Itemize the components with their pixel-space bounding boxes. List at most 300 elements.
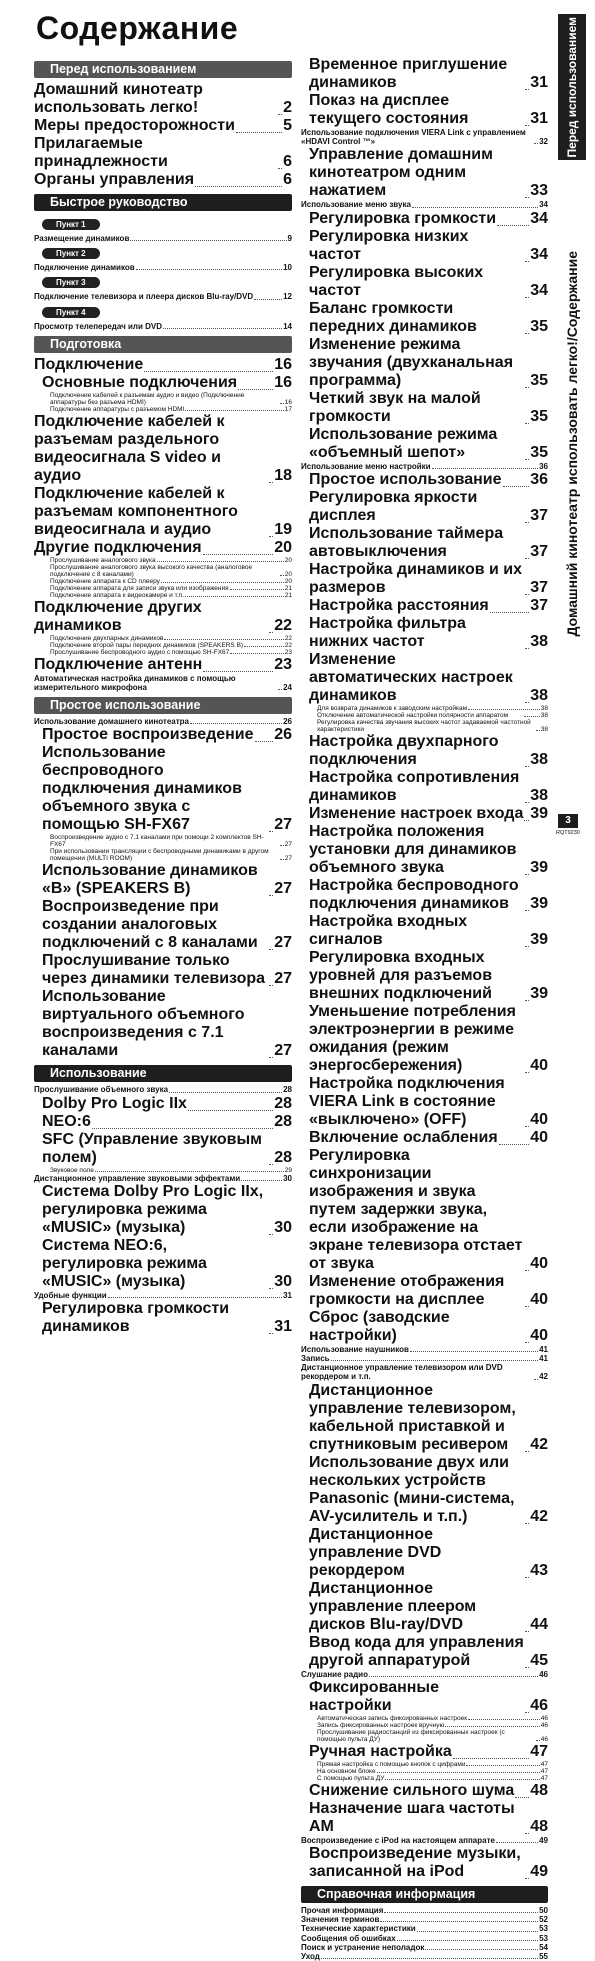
toc-entry[interactable] xyxy=(301,1906,548,1915)
dot-leader xyxy=(525,558,529,559)
dot-leader xyxy=(525,1000,529,1001)
toc-entry-page: 53 xyxy=(539,1933,548,1943)
toc-entry-page: 43 xyxy=(530,1561,548,1579)
dot-leader xyxy=(238,389,273,390)
toc-entry[interactable] xyxy=(34,717,292,726)
toc-entry-title: Подключение кабелей к разъемам аудио и видео (Подключение аппаратуры без разъема HDMI) xyxy=(50,391,245,406)
toc-entry-page: 2 xyxy=(283,99,292,116)
toc-entry-page: 22 xyxy=(284,641,292,649)
dot-leader xyxy=(525,648,529,649)
toc-entry-title: Другие подключения xyxy=(34,538,202,556)
toc-entry-page: 39 xyxy=(530,930,548,948)
toc-entry-page: 27 xyxy=(274,934,292,952)
toc-entry-page: 41 xyxy=(539,1344,548,1354)
toc-entry-page: 27 xyxy=(274,970,292,988)
toc-entry-page: 46 xyxy=(539,1669,548,1679)
toc-entry[interactable] xyxy=(34,356,292,374)
dot-leader xyxy=(269,1234,273,1235)
toc-entry[interactable] xyxy=(301,1003,548,1075)
dot-leader xyxy=(536,1740,540,1741)
dot-leader xyxy=(136,269,282,270)
dot-leader xyxy=(525,423,529,424)
dot-leader xyxy=(331,1360,539,1361)
toc-entry-title: Подключение аппаратуры с разъемом HDMI xyxy=(50,405,185,413)
dot-leader xyxy=(269,949,273,950)
toc-entry[interactable] xyxy=(301,805,548,823)
toc-entry[interactable] xyxy=(34,81,292,117)
toc-entry[interactable] xyxy=(34,413,292,485)
toc-entry-title: Запись xyxy=(301,1354,330,1364)
toc-entry[interactable] xyxy=(301,1454,548,1526)
step-label: Пункт 2 xyxy=(42,248,100,259)
toc-entry-page: 17 xyxy=(284,405,292,413)
dot-leader xyxy=(525,594,529,595)
dot-leader xyxy=(241,1180,282,1181)
toc-entry-title: Использование меню звука xyxy=(301,200,411,210)
toc-entry[interactable] xyxy=(34,171,292,189)
toc-entry[interactable] xyxy=(301,1526,548,1580)
toc-entry[interactable] xyxy=(34,656,292,674)
toc-entry[interactable] xyxy=(301,597,548,615)
toc-entry-title: Использование домашнего кинотеатра xyxy=(34,717,189,727)
toc-entry[interactable] xyxy=(34,649,292,656)
step-label: Пункт 4 xyxy=(42,307,100,318)
toc-entry-title: Прослушивание беспроводного аудио с помощью SH-FX67 xyxy=(50,648,230,656)
dot-leader xyxy=(525,910,529,911)
toc-entry[interactable] xyxy=(301,719,548,733)
dot-leader xyxy=(432,468,539,469)
dot-leader xyxy=(236,132,282,133)
dot-leader xyxy=(417,1931,538,1932)
dot-leader xyxy=(466,1765,539,1766)
toc-entry-title: Удобные функции xyxy=(34,1290,107,1300)
toc-entry[interactable] xyxy=(301,462,548,471)
toc-entry[interactable] xyxy=(34,726,292,744)
toc-entry[interactable] xyxy=(301,92,548,128)
toc-entry[interactable] xyxy=(301,877,548,913)
dot-leader xyxy=(254,299,282,300)
toc-entry-title: Воспроизведение с iPod на настоящем аппарате xyxy=(301,1835,495,1845)
toc-entry-title: Сброс (заводские настройки) xyxy=(309,1308,450,1344)
toc-entry[interactable] xyxy=(301,1147,548,1273)
toc-entry[interactable] xyxy=(34,585,292,592)
toc-entry[interactable] xyxy=(34,1183,292,1237)
toc-entry-title: Домашний кинотеатр использовать легко! xyxy=(34,81,203,116)
toc-entry[interactable] xyxy=(34,1167,292,1174)
toc-entry-page: 38 xyxy=(540,704,548,712)
dot-leader xyxy=(269,1164,273,1165)
toc-entry-title: Настройка положения установки для динамиков объемного звука xyxy=(309,822,517,876)
toc-entry[interactable] xyxy=(34,642,292,649)
toc-entry-title: На основном блоке xyxy=(317,1767,376,1775)
toc-entry[interactable] xyxy=(34,862,292,898)
toc-entry[interactable] xyxy=(301,300,548,336)
toc-entry-page: 10 xyxy=(283,263,292,273)
toc-entry[interactable] xyxy=(34,1291,292,1300)
toc-entry-page: 28 xyxy=(274,1094,292,1112)
dot-leader xyxy=(445,1726,539,1727)
toc-entry[interactable] xyxy=(34,485,292,539)
toc-entry[interactable] xyxy=(301,1761,548,1768)
toc-entry[interactable] xyxy=(301,705,548,712)
toc-entry[interactable] xyxy=(301,1715,548,1722)
dot-leader xyxy=(369,1676,538,1677)
dot-leader xyxy=(525,874,529,875)
toc-entry-page: 27 xyxy=(284,841,292,849)
toc-entry[interactable] xyxy=(301,128,548,146)
toc-entry[interactable] xyxy=(34,117,292,135)
toc-entry-page: 42 xyxy=(530,1435,548,1453)
toc-entry-title: Настройка двухпарного подключения xyxy=(309,732,499,768)
toc-entry[interactable] xyxy=(34,1085,292,1094)
step-label: Пункт 3 xyxy=(42,277,100,288)
toc-entry[interactable] xyxy=(301,210,548,228)
toc-entry-page: 24 xyxy=(283,683,292,693)
dot-leader xyxy=(185,410,283,411)
toc-entry[interactable] xyxy=(34,1113,292,1131)
toc-entry-title: Настройка подключения VIERA Link в состояние «выключено» (OFF) xyxy=(309,1074,505,1128)
toc-entry[interactable] xyxy=(301,1743,548,1761)
toc-entry[interactable] xyxy=(301,1952,548,1961)
dot-leader xyxy=(468,709,540,710)
toc-entry[interactable] xyxy=(34,599,292,635)
toc-entry-page: 49 xyxy=(530,1863,548,1881)
toc-entry-page: 52 xyxy=(539,1915,548,1925)
toc-entry[interactable] xyxy=(301,264,548,300)
toc-entry[interactable] xyxy=(301,769,548,805)
toc-entry-page: 32 xyxy=(539,137,548,147)
toc-entry-title: Подключение аппарата для записи звука или изображения xyxy=(50,584,229,592)
toc-entry[interactable] xyxy=(34,135,292,171)
toc-entry[interactable] xyxy=(301,1634,548,1670)
dot-leader xyxy=(188,1110,273,1111)
toc-entry[interactable] xyxy=(301,561,548,597)
toc-entry[interactable] xyxy=(34,674,292,692)
page-number: 3 xyxy=(558,814,578,828)
dot-leader xyxy=(534,1379,538,1380)
toc-entry-title: Органы управления xyxy=(34,171,195,188)
toc-entry-title: Основные подключения xyxy=(42,373,238,391)
dot-leader xyxy=(203,554,274,555)
dot-leader xyxy=(525,1072,529,1073)
toc-entry[interactable] xyxy=(301,228,548,264)
toc-entry-title: Подключение второй пары передних динамиков (SPEAKERS B) xyxy=(50,641,244,649)
section-tab[interactable] xyxy=(558,14,586,160)
toc-entry-page: 34 xyxy=(530,281,548,299)
toc-entry[interactable] xyxy=(301,1345,548,1354)
toc-entry[interactable] xyxy=(34,374,292,392)
toc-entry[interactable] xyxy=(301,615,548,651)
toc-entry[interactable] xyxy=(34,1300,292,1336)
toc-entry[interactable] xyxy=(301,336,548,390)
toc-entry-title: Использование виртуального объемного воспроизведения с 7.1 каналами xyxy=(42,988,245,1060)
dot-leader xyxy=(410,1351,538,1352)
dot-leader xyxy=(269,632,273,633)
toc-entry-title: Подключение аппарата к видеокамере и т.п. xyxy=(50,591,185,599)
dot-leader xyxy=(525,1577,529,1578)
toc-entry-page: 18 xyxy=(274,466,292,484)
toc-entry-page: 37 xyxy=(530,578,548,596)
toc-entry-title: Подключение кабелей к разъемам компонентного видеосигнала и аудио xyxy=(34,484,238,538)
dot-leader xyxy=(278,689,282,690)
toc-entry[interactable] xyxy=(301,1768,548,1775)
toc-entry[interactable] xyxy=(301,1382,548,1454)
toc-entry[interactable] xyxy=(34,988,292,1060)
toc-entry[interactable] xyxy=(34,744,292,834)
dot-leader xyxy=(278,168,282,169)
toc-entry-page: 35 xyxy=(530,443,548,461)
toc-entry-page: 47 xyxy=(540,1767,548,1775)
toc-entry-title: Настройка входных сигналов xyxy=(309,912,468,948)
toc-entry-page: 54 xyxy=(539,1942,548,1952)
toc-entry-title: Уменьшение потребления электроэнергии в режиме ожидания (режим энергосбережения) xyxy=(309,1002,516,1074)
toc-entry[interactable] xyxy=(301,1915,548,1924)
toc-entry-title: Система Dolby Pro Logic IIx, регулировка режима «MUSIC» (музыка) xyxy=(42,1182,264,1236)
toc-entry-page: 34 xyxy=(539,200,548,210)
toc-entry[interactable] xyxy=(301,200,548,209)
toc-entry[interactable] xyxy=(301,1273,548,1309)
toc-entry[interactable] xyxy=(301,913,548,949)
toc-entry-page: 36 xyxy=(530,470,548,488)
toc-entry[interactable] xyxy=(34,578,292,585)
dot-leader xyxy=(525,1878,529,1879)
toc-entry[interactable] xyxy=(34,292,292,301)
dot-leader xyxy=(497,225,529,226)
toc-entry[interactable] xyxy=(34,898,292,952)
toc-entry-title: Подключение динамиков xyxy=(34,263,135,273)
section-heading: Простое использование xyxy=(34,697,292,714)
toc-entry-page: 41 xyxy=(539,1354,548,1364)
toc-entry-page: 34 xyxy=(530,209,548,227)
toc-entry[interactable] xyxy=(34,848,292,862)
toc-entry-title: Изменение режима звучания (двухканальная программа) xyxy=(309,335,514,389)
toc-entry[interactable] xyxy=(34,635,292,642)
toc-entry-title: Использование подключения VIERA Link с управлением «HDAVI Control ™» xyxy=(301,128,526,147)
toc-entry[interactable] xyxy=(301,1363,548,1381)
toc-entry-page: 12 xyxy=(283,292,292,302)
toc-entry-page: 28 xyxy=(283,1085,292,1095)
toc-entry[interactable] xyxy=(301,1924,548,1933)
dot-leader xyxy=(130,240,286,241)
dot-leader xyxy=(380,1921,538,1922)
toc-entry[interactable] xyxy=(34,1131,292,1167)
dot-leader xyxy=(525,1712,529,1713)
toc-entry[interactable] xyxy=(34,592,292,599)
dot-leader xyxy=(230,589,284,590)
toc-entry[interactable] xyxy=(301,1800,548,1836)
section-heading: Перед использованием xyxy=(34,61,292,78)
dot-leader xyxy=(525,261,529,262)
toc-entry-title: Подключение xyxy=(34,355,144,373)
toc-entry-page: 23 xyxy=(284,648,292,656)
dot-leader xyxy=(525,333,529,334)
toc-entry[interactable] xyxy=(301,489,548,525)
toc-entry-title: Использование двух или нескольких устройств Panasonic (мини-система, AV-усилитель и т.п.) xyxy=(309,1453,515,1525)
toc-entry-page: 42 xyxy=(539,1372,548,1382)
toc-entry[interactable] xyxy=(34,322,292,331)
toc-entry-page: 6 xyxy=(283,153,292,170)
toc-entry-page: 38 xyxy=(530,786,548,804)
toc-entry-page: 40 xyxy=(530,1128,548,1146)
dot-leader xyxy=(230,653,283,654)
toc-entry-page: 33 xyxy=(530,182,548,200)
toc-entry-page: 14 xyxy=(283,321,292,331)
dot-leader xyxy=(525,1667,529,1668)
dot-leader xyxy=(195,186,282,187)
toc-entry-title: Ввод кода для управления другой аппаратурой xyxy=(309,1633,524,1669)
toc-entry-title: Настройка фильтра нижних частот xyxy=(309,614,466,650)
toc-entry-page: 38 xyxy=(530,686,548,704)
toc-entry[interactable] xyxy=(301,949,548,1003)
toc-entry-title: Прослушивание аналогового звука высокого качества (аналоговое подключение с 8 каналами) xyxy=(50,563,253,578)
dot-leader xyxy=(490,612,529,613)
toc-entry-title: Использование беспроводного подключения динамиков объемного звука с помощью SH-FX67 xyxy=(42,744,242,834)
toc-entry[interactable] xyxy=(301,1943,548,1952)
toc-entry-title: Регулировка качества звучания высоких частот задаваемой частотной характеристики xyxy=(317,718,531,733)
toc-entry[interactable] xyxy=(301,1934,548,1943)
toc-entry[interactable] xyxy=(301,525,548,561)
toc-entry[interactable] xyxy=(301,1836,548,1845)
dot-leader xyxy=(185,596,284,597)
toc-entry[interactable] xyxy=(301,146,548,200)
toc-entry-title: Использование динамиков «B» (SPEAKERS B) xyxy=(42,862,258,898)
toc-entry-title: Простое использование xyxy=(309,470,502,488)
toc-entry[interactable] xyxy=(301,1580,548,1634)
toc-entry[interactable] xyxy=(301,651,548,705)
dot-leader xyxy=(525,387,529,388)
toc-entry[interactable] xyxy=(301,471,548,489)
toc-entry[interactable] xyxy=(301,712,548,719)
toc-entry[interactable] xyxy=(301,56,548,92)
toc-entry-title: Прослушивание радиостанций из фиксированных настроек (с помощью пульта ДУ) xyxy=(317,1728,505,1743)
toc-entry[interactable] xyxy=(301,1129,548,1147)
toc-entry[interactable] xyxy=(301,1309,548,1345)
toc-entry[interactable] xyxy=(301,1670,548,1679)
toc-entry[interactable] xyxy=(34,1237,292,1291)
toc-entry-page: 46 xyxy=(540,1721,548,1729)
toc-entry-page: 30 xyxy=(274,1218,292,1236)
toc-entry-title: Воспроизведение при создании аналоговых подключений с 8 каналами xyxy=(42,898,258,952)
dot-leader xyxy=(163,328,282,329)
toc-entry[interactable] xyxy=(34,564,292,578)
toc-entry[interactable] xyxy=(34,1095,292,1113)
section-heading: Подготовка xyxy=(34,336,292,353)
dot-leader xyxy=(269,536,273,537)
dot-leader xyxy=(525,702,529,703)
toc-entry[interactable] xyxy=(34,952,292,988)
toc-entry-page: 37 xyxy=(530,506,548,524)
toc-entry-page: 46 xyxy=(530,1696,548,1714)
toc-entry-title: Настройка расстояния xyxy=(309,596,489,614)
toc-entry-page: 39 xyxy=(530,894,548,912)
toc-entry[interactable] xyxy=(301,823,548,877)
dot-leader xyxy=(525,89,529,90)
dot-leader xyxy=(203,671,273,672)
dot-leader xyxy=(278,114,282,115)
toc-entry[interactable] xyxy=(301,426,548,462)
toc-entry[interactable] xyxy=(34,234,292,243)
toc-entry-page: 39 xyxy=(530,804,548,822)
toc-entry-page: 27 xyxy=(274,1042,292,1060)
toc-entry-title: Прослушивание только через динамики телевизора xyxy=(42,952,266,988)
toc-entry-title: Слушание радио xyxy=(301,1669,368,1679)
toc-entry[interactable] xyxy=(34,539,292,557)
toc-entry-page: 29 xyxy=(284,1166,292,1174)
toc-entry-title: Подключение антенн xyxy=(34,655,203,673)
toc-entry-page: 53 xyxy=(539,1924,548,1934)
dot-leader xyxy=(95,1171,284,1172)
toc-entry-page: 23 xyxy=(274,655,292,673)
toc-entry-page: 55 xyxy=(539,1952,548,1961)
toc-entry-title: Отключение автоматической настройки полярности аппаратом xyxy=(317,711,509,719)
toc-entry-title: Запись фиксированных настроек вручную xyxy=(317,1721,445,1729)
toc-entry-title: Использование таймера автовыключения xyxy=(309,524,504,560)
toc-entry-page: 9 xyxy=(287,234,292,243)
toc-entry[interactable] xyxy=(301,1845,548,1881)
toc-entry[interactable] xyxy=(301,1354,548,1363)
toc-entry-title: Использование режима «объемный шепот» xyxy=(309,425,498,461)
toc-entry-title: Воспроизведение аудио с 7.1 каналами при помощи 2 комплектов SH-FX67 xyxy=(50,834,264,849)
dot-leader xyxy=(412,207,538,208)
toc-entry-title: Меры предосторожности xyxy=(34,117,235,134)
toc-entry-title: Технические характеристики xyxy=(301,1924,416,1934)
toc-entry-page: 31 xyxy=(530,110,548,127)
toc-entry[interactable] xyxy=(301,390,548,426)
dot-leader xyxy=(499,1144,530,1145)
dot-leader xyxy=(525,1451,529,1452)
toc-entry-page: 20 xyxy=(274,538,292,556)
toc-entry-title: Регулировка высоких частот xyxy=(309,263,484,299)
toc-entry[interactable] xyxy=(301,1775,548,1782)
toc-entry-title: Изменение автоматических настроек динамиков xyxy=(309,650,513,704)
toc-entry-page: 38 xyxy=(530,632,548,650)
toc-entry-page: 40 xyxy=(530,1056,548,1074)
toc-entry[interactable] xyxy=(301,1075,548,1129)
toc-entry-title: Прилагаемые принадлежности xyxy=(34,135,168,170)
toc-entry[interactable] xyxy=(301,1679,548,1715)
toc-entry-title: Четкий звук на малой громкости xyxy=(309,389,481,425)
toc-entry-title: Прослушивание объемного звука xyxy=(34,1085,169,1095)
dot-leader xyxy=(190,723,282,724)
toc-entry[interactable] xyxy=(34,392,292,406)
toc-entry-title: Баланс громкости передних динамиков xyxy=(309,299,477,335)
toc-entry-title: Изменение настроек входа xyxy=(309,804,524,822)
toc-entry[interactable] xyxy=(34,834,292,848)
toc-entry-page: 48 xyxy=(530,1781,548,1799)
toc-entry-title: Автоматическая запись фиксированных настроек xyxy=(317,1714,468,1722)
toc-entry-title: Просмотр телепередач или DVD xyxy=(34,321,163,331)
toc-entry-title: SFC (Управление звуковым полем) xyxy=(42,1130,262,1166)
dot-leader xyxy=(269,482,273,483)
dot-leader xyxy=(269,1057,273,1058)
toc-entry[interactable] xyxy=(301,1722,548,1729)
toc-entry[interactable] xyxy=(34,263,292,272)
toc-right-column xyxy=(301,56,548,1961)
toc-entry-title: Регулировка входных уровней для разъемов внешних подключений xyxy=(309,948,493,1002)
toc-entry[interactable] xyxy=(34,557,292,564)
toc-entry-page: 40 xyxy=(530,1254,548,1272)
toc-entry[interactable] xyxy=(301,733,548,769)
dot-leader xyxy=(525,1631,529,1632)
toc-entry-title: Использование наушников xyxy=(301,1344,409,1354)
toc-entry-title: Настройка беспроводного подключения динамиков xyxy=(309,876,519,912)
chapter-label-text: Домашний кинотеатр использовать легко!/Содержание xyxy=(564,251,580,637)
toc-entry[interactable] xyxy=(301,1782,548,1800)
toc-entry[interactable] xyxy=(34,406,292,413)
dot-leader xyxy=(525,1833,529,1834)
toc-entry[interactable] xyxy=(34,1174,292,1183)
toc-entry[interactable] xyxy=(301,1729,548,1743)
